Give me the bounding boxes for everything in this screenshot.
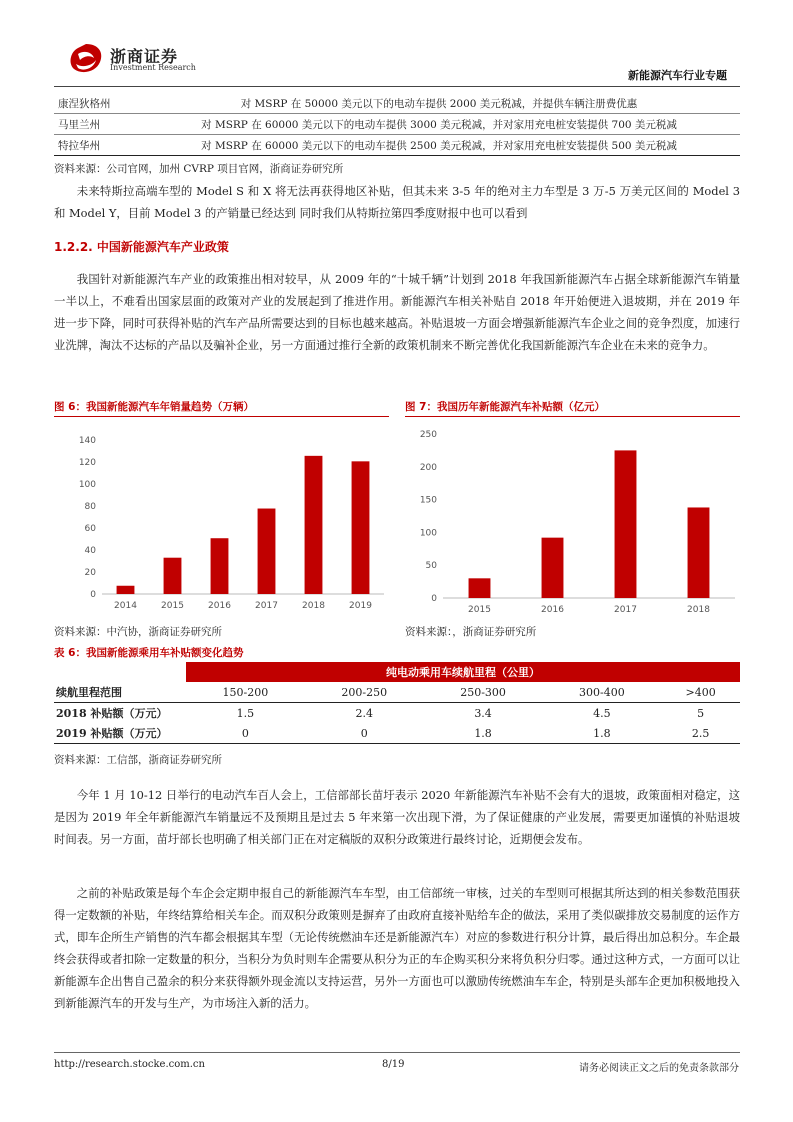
y-tick-label: 140 bbox=[78, 436, 96, 446]
bar bbox=[211, 538, 229, 594]
x-tick-label: 2017 bbox=[255, 601, 278, 611]
table-group-header-row bbox=[54, 662, 740, 682]
y-tick-label: 50 bbox=[425, 561, 437, 572]
table-cell: 1.5 bbox=[236, 706, 255, 720]
bar bbox=[164, 558, 182, 594]
paragraph-text: 未来特斯拉高端车型的 Model S 和 X 将无法再获得地区补贴，但其未来 3-5 年的绝对主力车型是 3 万-5 万美元区间的 Model 3 和 Model Y，目前 Model 3 的产销量已经达到 同时我们从特斯拉第四季度财报中也可以看到 bbox=[54, 184, 740, 220]
range-header: 250-300 bbox=[424, 682, 543, 703]
paragraph-policy bbox=[54, 268, 740, 356]
table-row bbox=[54, 114, 740, 135]
x-tick-label: 2016 bbox=[208, 601, 231, 611]
region-cell: 马里兰州 bbox=[54, 114, 138, 135]
bar bbox=[305, 456, 323, 594]
company-logo-icon bbox=[66, 42, 106, 76]
y-tick-label: 250 bbox=[419, 430, 437, 440]
table-cell: 2.4 bbox=[355, 706, 373, 720]
footer-url[interactable]: http://research.stocke.com.cn bbox=[54, 1059, 205, 1070]
table-cell: 1.8 bbox=[424, 723, 543, 744]
bar bbox=[688, 507, 710, 598]
table-cell: 4.5 bbox=[593, 706, 611, 720]
section-heading: 1.2.2. 中国新能源汽车产业政策 bbox=[54, 240, 229, 254]
x-tick-label: 2017 bbox=[614, 605, 637, 615]
paragraph-text: 我国针对新能源汽车产业的政策推出相对较早，从 2009 年的“十城千辆”计划到 2018 年我国新能源汽车占据全球新能源汽车销量一半以上，不难看出国家层面的政策对产业的发展起到了推进作用。新能源汽车相关补贴自 2018 年开始便进入退坡期，并在 2019 年进一步下降，同时可获得补贴的汽车产品所需要达到的目标也越来越高。补贴退坡一方面会增强新能源汽车企业之间的竞争烈度，加速行业洗牌，淘汰不达标的产品以及骗补企业，另一方面通过推行全新的政策机制来不断完善优化我国新能源汽车企业在未来的竞争力。 bbox=[54, 272, 740, 352]
table6-title: 表 6：我国新能源乘用车补贴额变化趋势 bbox=[54, 647, 244, 659]
report-title: 新能源汽车行业专题 bbox=[628, 69, 727, 82]
fig7-title: 图 7：我国历年新能源汽车补贴额（亿元） bbox=[405, 401, 605, 413]
y-tick-label: 100 bbox=[419, 528, 437, 539]
y-tick-label: 0 bbox=[431, 594, 437, 604]
y-tick-label: 20 bbox=[84, 568, 96, 578]
table-cell: 1.8 bbox=[542, 723, 661, 744]
state-incentive-table bbox=[54, 93, 740, 156]
sales-bar-chart bbox=[54, 420, 389, 615]
subsidy-bar-chart bbox=[405, 420, 740, 615]
table-cell: 2.5 bbox=[661, 723, 740, 744]
paragraph-text: 今年 1 月 10-12 日举行的电动汽车百人会上，工信部部长苗圩表示 2020 年新能源汽车补贴不会有大的退坡，政策面相对稳定，这是因为 2019 年全年新能源汽车销量远不及预期且是过去 5 年来第一次出现下滑，为了保证健康的产业发展，需要更加谨慎的补贴退坡时间表。另一方面，苗圩部长也明确了相关部门正在对定稿版的双积分政策进行最终讨论，近期便会发布。 bbox=[54, 788, 740, 846]
bar bbox=[117, 586, 135, 594]
brand-subtitle: Investment Research bbox=[110, 63, 196, 72]
table5-source: 资料来源：公司官网，加州 CVRP 项目官网，浙商证券研究所 bbox=[54, 163, 344, 175]
paragraph-dual-credit bbox=[54, 882, 740, 1014]
header-divider bbox=[54, 86, 740, 87]
table-cell: 5 bbox=[697, 706, 705, 720]
table-cell: 0 bbox=[305, 723, 424, 744]
table-cell: 0 bbox=[186, 723, 305, 744]
bar bbox=[469, 578, 491, 598]
group-header: 纯电动乘用车续航里程（公里） bbox=[186, 662, 740, 682]
paragraph-tesla bbox=[54, 180, 740, 224]
x-tick-label: 2015 bbox=[161, 601, 184, 611]
bar bbox=[258, 509, 276, 594]
table-row bbox=[54, 723, 740, 744]
range-label: 续航里程范围 bbox=[54, 682, 186, 703]
table-cell: 3.4 bbox=[474, 706, 492, 720]
x-tick-label: 2015 bbox=[468, 605, 491, 615]
range-header: 150-200 bbox=[186, 682, 305, 703]
y-tick-label: 150 bbox=[419, 495, 437, 506]
bar bbox=[352, 461, 370, 594]
y-tick-label: 0 bbox=[90, 590, 96, 600]
paragraph-text: 之前的补贴政策是每个车企会定期申报自己的新能源汽车车型，由工信部统一审核，过关的车型则可根据其所达到的相关参数范围获得一定数额的补贴，年终结算给相关车企。而双积分政策则是摒弃了由政府直接补贴给车企的做法，采用了类似碳排放交易制度的运作方式，即车企所生产销售的汽车都会根据其车型（无论传统燃油车还是新能源汽车）对应的参数进行积分计算，最后得出加总积分。车企最终会获得或者扣除一定数量的积分，当积分为负时则车企需要从积分为正的车企购买积分来将负积分归零。通过这种方式，一方面可以让新能源车企出售自己盈余的积分来获得额外现金流以支持运营，另外一方面也可以激励传统燃油车车企，特别是头部车企更加积极地投入到新能源汽车的开发与生产，为市场注入新的活力。 bbox=[54, 886, 740, 1010]
range-header: >400 bbox=[661, 682, 740, 703]
table-header-row bbox=[54, 682, 740, 703]
policy-cell: 对 MSRP 在 50000 美元以下的电动车提供 2000 美元税减，并提供车辆注册费优惠 bbox=[138, 93, 740, 114]
range-header: 300-400 bbox=[542, 682, 661, 703]
footer-divider bbox=[54, 1052, 740, 1053]
x-tick-label: 2019 bbox=[349, 601, 372, 611]
y-tick-label: 200 bbox=[419, 462, 437, 473]
table-row bbox=[54, 93, 740, 114]
fig7-source: 资料来源：，浙商证券研究所 bbox=[405, 626, 537, 638]
region-cell: 特拉华州 bbox=[54, 135, 138, 156]
bar bbox=[615, 450, 637, 598]
x-tick-label: 2018 bbox=[687, 605, 710, 615]
policy-cell: 对 MSRP 在 60000 美元以下的电动车提供 3000 美元税减，并对家用充电桩安装提供 700 美元税减 bbox=[138, 114, 740, 135]
fig7-title-rule bbox=[405, 416, 740, 417]
range-header: 200-250 bbox=[305, 682, 424, 703]
y-tick-label: 120 bbox=[78, 458, 96, 468]
table6-source: 资料来源：工信部，浙商证券研究所 bbox=[54, 754, 222, 766]
policy-cell: 对 MSRP 在 60000 美元以下的电动车提供 2500 美元税减，并对家用充电桩安装提供 500 美元税减 bbox=[138, 135, 740, 156]
paragraph-subsidy-outlook bbox=[54, 784, 740, 850]
table-row bbox=[54, 703, 740, 724]
x-tick-label: 2014 bbox=[114, 601, 137, 611]
x-tick-label: 2016 bbox=[541, 605, 564, 615]
brand-name: 浙商证券 bbox=[110, 47, 179, 66]
y-tick-label: 100 bbox=[78, 480, 96, 490]
footer-disclaimer: 请务必阅读正文之后的免责条款部分 bbox=[579, 1063, 739, 1074]
fig6-source: 资料来源：中汽协，浙商证券研究所 bbox=[54, 626, 222, 638]
x-tick-label: 2018 bbox=[302, 601, 325, 611]
region-cell: 康涅狄格州 bbox=[54, 93, 138, 114]
fig6-title-rule bbox=[54, 416, 389, 417]
y-tick-label: 40 bbox=[84, 546, 96, 556]
bar bbox=[542, 538, 564, 598]
table-row bbox=[54, 135, 740, 156]
row-label: 2019 补贴额（万元） bbox=[54, 723, 186, 744]
y-tick-label: 60 bbox=[84, 524, 96, 534]
y-tick-label: 80 bbox=[84, 502, 96, 512]
row-label: 2018 补贴额（万元） bbox=[56, 707, 168, 720]
subsidy-table bbox=[54, 662, 740, 744]
page-number: 8/19 bbox=[382, 1059, 405, 1070]
fig6-title: 图 6：我国新能源汽车年销量趋势（万辆） bbox=[54, 401, 254, 413]
